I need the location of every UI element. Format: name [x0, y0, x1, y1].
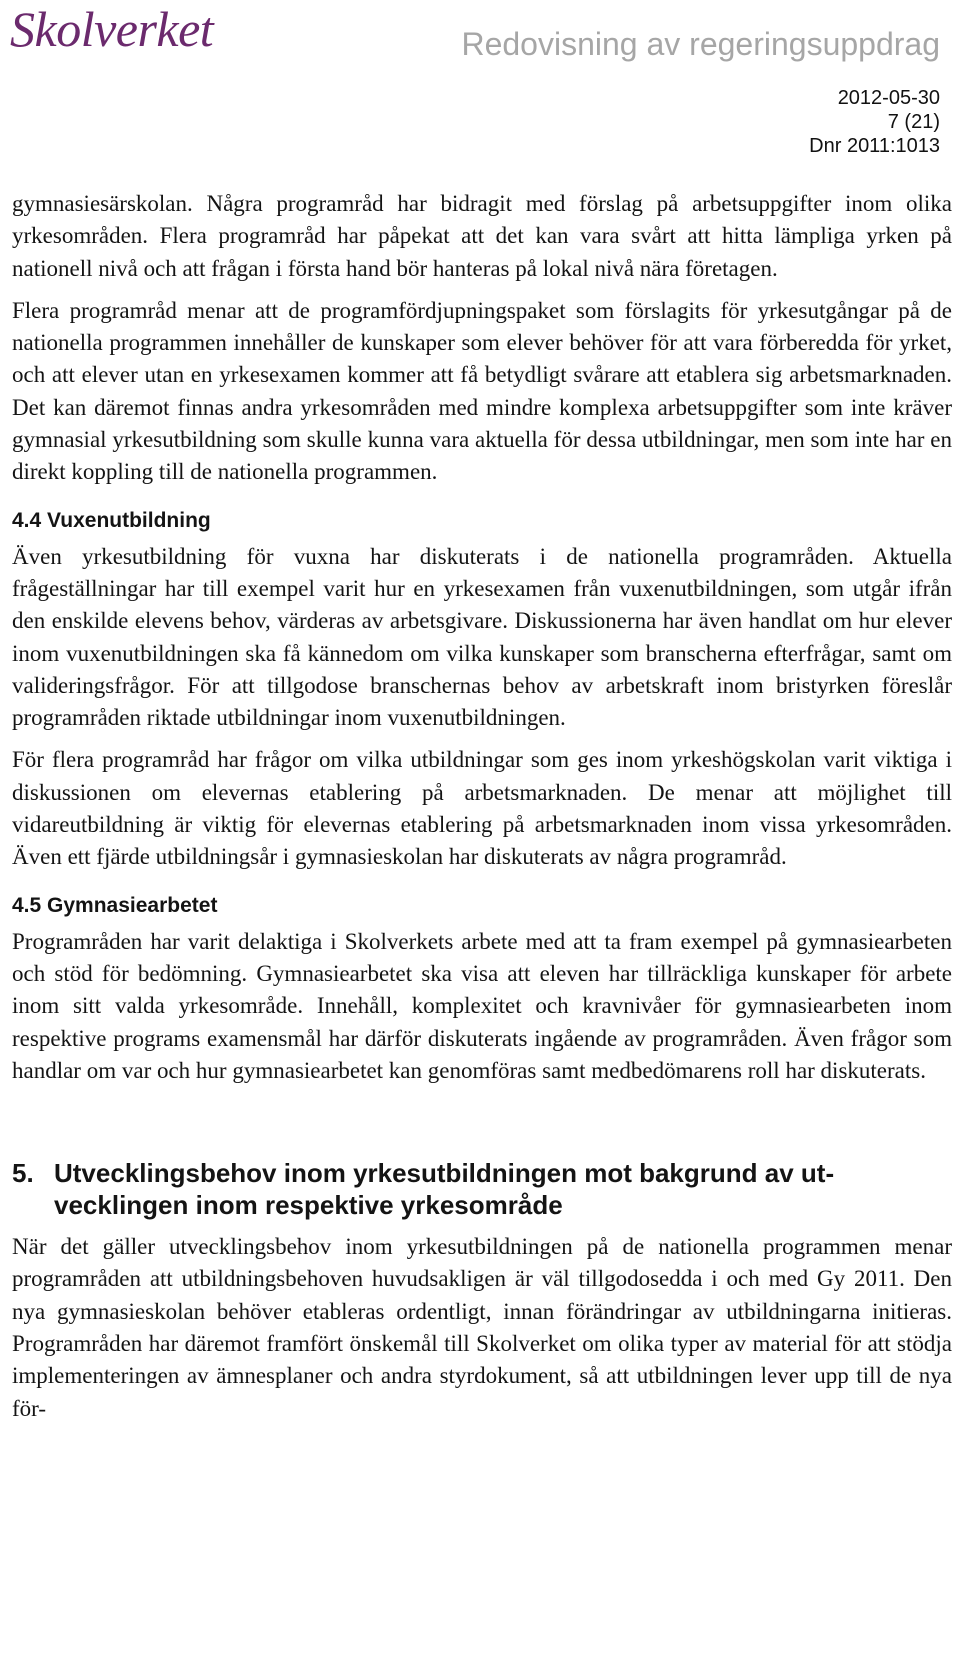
paragraph: Programråden har varit delaktiga i Skolverkets arbete med att ta fram exempel på gymnasiearbeten och stöd för bedömning. Gymnasiearbetet ska visa att eleven har tillräckliga kunskaper för arbete inom sitt valda yrkesområde. Innehåll, komplexitet och kravnivåer för gymnasiearbeten inom respektive programs examensmål har därför diskuterats ingående av programråden. Även frågor som handlar om var och hur gymnasiearbetet kan genomföras samt medbedömarens roll har diskuterats.: [12, 928, 952, 1083]
document-body: [12, 188, 952, 1425]
section-heading-4-4: 4.4 Vuxenutbildning: [12, 508, 211, 532]
skolverket-logo: Skolverket: [10, 1, 214, 57]
document-type: Redovisning av regeringsuppdrag: [461, 26, 940, 62]
chapter-number: 5.: [12, 1158, 34, 1189]
chapter-heading-5: [12, 1157, 952, 1221]
paragraph: När det gäller utvecklingsbehov inom yrkesutbildningen på de nationella programmen menar programråden att utbildningsbehoven huvudsakligen är väl tillgodosedda i och med Gy 2011. Den nya gymnasieskolan behöver etableras ordentligt, innan förändringar av utbildningarna initieras. Programråden har däremot framfört önskemål till Skolverket om olika typer av material för att stödja implementeringen av ämnesplaner och andra styrdokument, så att utbildningen lever upp till de nya för-: [12, 1234, 952, 1421]
page-number: 7 (21): [887, 111, 940, 133]
document-dnr: Dnr 2011:1013: [809, 135, 940, 157]
section-heading-4-5: 4.5 Gymnasiearbetet: [12, 893, 218, 917]
paragraph: Även yrkesutbildning för vuxna har diskuterats i de nationella programråden. Aktuella frågeställningar har till exempel varit hur en yrkesexamen från vuxenutbildningen, som utgår ifrån den enskilde elevens behov, värderas av arbetsgivare. Diskussionerna har även handlat om hur elever inom vuxenutbildningen ska få kännedom om vilka kunskaper som branscherna efterfrågar, samt om valideringsfrågor. För att tillgodose branschernas behov av arbetskraft inom bristyrken föreslår programråden riktade utbildningar inom vuxenutbildningen.: [12, 543, 952, 731]
paragraph: Flera programråd menar att de programfördjupningspaket som förslagits för yrkesutgångar på de nationella programmen innehåller de kunskaper som elever behöver för att vara förberedda för yrket, och att elever utan en yrkesexamen kommer att få betydligt svårare att etablera sig arbetsmarknaden. Det kan däremot finnas andra yrkesområden med mindre komplexa arbetsuppgifter som inte kräver gymnasial yrkesutbildning som skulle kunna vara aktuella för dessa utbildningar, men som inte har en direkt koppling till de nationella programmen.: [12, 297, 952, 485]
paragraph: gymnasiesärskolan. Några programråd har bidragit med förslag på arbetsuppgifter inom olika yrkesområden. Flera programråd har påpekat att det kan vara svårt att hitta lämpliga yrken på nationell nivå och att frågan i första hand bör hanteras på lokal nivå nära företagen.: [12, 191, 952, 281]
paragraph: För flera programråd har frågor om vilka utbildningar som ges inom yrkeshögskolan varit viktiga i diskussionen om elevernas etablering på arbetsmarknaden. De menar att möjlighet till vidareutbildning är viktig för elevernas etablering på arbetsmarknaden inom vissa yrkesområden. Även ett fjärde utbildningsår i gymnasieskolan har diskuterats av några programråd.: [12, 747, 952, 870]
document-meta: [809, 86, 940, 158]
document-date: 2012-05-30: [837, 87, 940, 109]
chapter-title: Utvecklingsbehov inom yrkesutbildningen mot bakgrund av utvecklingen inom respektive yrkesområde: [54, 1158, 835, 1221]
